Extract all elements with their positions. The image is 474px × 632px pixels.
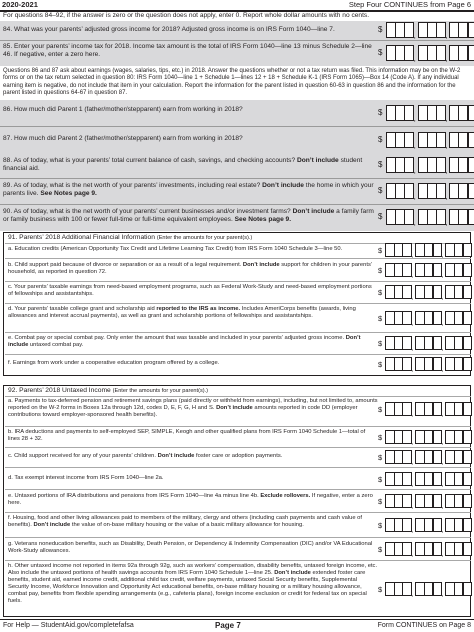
divider — [5, 354, 471, 355]
section-continuation: Step Four CONTINUES from Page 6 — [348, 0, 471, 9]
q91a-text: a. Education credits (American Opportunity Tax Credit and Lifetime Learning Tax Credit) from IRS Form 1040 Schedule 3—line 50. — [8, 246, 343, 252]
divider — [5, 281, 471, 282]
q87-text: 87. How much did Parent 2 (father/mother/stepparent) earn from working in 2018? — [3, 135, 243, 142]
divider — [5, 303, 471, 304]
q85-text: 85. Enter your parents’ income tax for 2018. Income tax amount is the total of IRS Form 1040—line 13 minus Schedule 2—line 46. If negative, enter a zero here. — [3, 43, 372, 59]
divider — [5, 447, 471, 448]
q91-heading: 91. Parents’ 2018 Additional Financial Information (Enter the amounts for your parent(s).) — [8, 234, 253, 241]
q92c-text: c. Child support received for any of your parents’ children. Don’t include foster care or adoption payments. — [8, 453, 283, 459]
q92-heading: 92. Parents’ 2018 Untaxed Income (Enter the amounts for your parent(s).) — [8, 387, 209, 394]
form-year: 2020-2021 — [2, 0, 38, 9]
question-86 — [0, 100, 474, 126]
divider — [5, 489, 471, 490]
q92a-amount-field[interactable]: $ , , — [378, 402, 470, 418]
q92h-text: h. Other untaxed income not reported in items 92a through 92g, such as workers’ compensation, disability benefits, untaxed foreign income, etc. Also include the untaxed portions of health savings accounts from IRS Form 1040 Schedule 1—line 25. Don’t include extended foster care benefits, student aid, earned income credit, additional child tax credit, welfare payments, untaxed Social Security benefits, Supplemental Security Income, Workforce Innovation and Opportunity Act educational benefits, on-base military housing or a military housing allowance, combat pay, benefits from flexible spending arrangements (e.g., cafeteria plans), foreign income exclusion or credit for federal tax on special fuels. — [8, 563, 378, 604]
divider — [5, 332, 471, 333]
q90-text: 90. As of today, what is the net worth of your parents’ current businesses and/or investment farms? Don’t include a family farm or family business with 100 or fewer full-time or full-time equivalent employees. See Notes page 9. — [3, 208, 374, 224]
question-90 — [0, 205, 474, 231]
continues-note: Form CONTINUES on Page 8 — [377, 622, 471, 629]
q92a-text: a. Payments to tax-deferred pension and retirement savings plans (paid directly or withheld from earnings), including, but not limited to, amounts reported on the W-2 forms in Boxes 12a through 12d, codes D, E, F, G, H and S. Don’t include amounts reported in code DD (employer contributions toward employer-sponsored health benefits). — [8, 398, 378, 418]
q92-untaxed-income-box — [3, 385, 471, 617]
q84-text: 84. What was your parents’ adjusted gross income for 2018? Adjusted gross income is on IRS Form 1040—line 7. — [3, 26, 335, 33]
q86-amount-field[interactable]: $ , , — [378, 105, 472, 122]
page-number: Page 7 — [215, 621, 241, 630]
q92e-text: e. Untaxed portions of IRA distributions and pensions from IRS Form 1040—line 4a minus line 4b. Exclude rollovers. If negative, enter a zero here. — [8, 493, 373, 506]
divider — [5, 512, 471, 513]
question-87 — [0, 127, 474, 153]
q90-amount-field[interactable]: $ , , — [378, 209, 472, 226]
q92d-amount-field[interactable]: $ , , — [378, 472, 470, 488]
q91b-amount-field[interactable]: $ , , — [378, 263, 470, 279]
footer — [0, 619, 474, 632]
question-89 — [0, 179, 474, 204]
q92g-amount-field[interactable]: $ , , — [378, 542, 470, 558]
q91e-text: e. Combat pay or special combat pay. Only enter the amount that was taxable and included in your parents’ adjusted gross income. Don’t include untaxed combat pay. — [8, 335, 361, 348]
help-link[interactable]: For Help — StudentAid.gov/completefafsa — [3, 622, 134, 629]
question-88 — [0, 153, 474, 178]
q85-amount-field[interactable]: $ , , — [378, 45, 472, 62]
divider — [5, 467, 471, 468]
q92e-amount-field[interactable]: $ , , — [378, 494, 470, 510]
divider — [5, 537, 471, 538]
q88-amount-field[interactable]: $ , , — [378, 157, 472, 174]
q86-text: 86. How much did Parent 1 (father/mother/stepparent) earn from working in 2018? — [3, 106, 243, 113]
divider — [5, 560, 471, 561]
q91-additional-info-box — [3, 232, 471, 376]
top-bar — [0, 0, 474, 10]
q91d-amount-field[interactable]: $ , , — [378, 311, 470, 327]
divider — [5, 426, 471, 427]
q91d-text: d. Your parents’ taxable college grant and scholarship aid reported to the IRS as income. Includes AmeriCorps benefits (awards, living allowances and interest accrual payments), as well as grant and scholarship portions of fellowships and assistantships. — [8, 306, 356, 319]
q88-text: 88. As of today, what is your parents’ total current balance of cash, savings, and checking accounts? Don’t include student financial aid. — [3, 157, 363, 173]
q91f-amount-field[interactable]: $ , , — [378, 357, 470, 373]
question-84 — [0, 21, 474, 40]
q87-amount-field[interactable]: $ , , — [378, 132, 472, 149]
q84-amount-field[interactable]: $ , , — [378, 22, 472, 39]
q92g-text: g. Veterans noneducation benefits, such as Disability, Death Pension, or Dependency & Indemnity Compensation (DIC) and/or VA Educational Work-Study allowances. — [8, 541, 373, 554]
q92c-amount-field[interactable]: $ , , — [378, 450, 470, 466]
divider — [5, 396, 471, 397]
q91c-amount-field[interactable]: $ , , — [378, 285, 470, 301]
q92d-text: d. Tax exempt interest income from IRS Form 1040—line 2a. — [8, 475, 164, 481]
q89-amount-field[interactable]: $ , , — [378, 183, 472, 200]
q91c-text: c. Your parents’ taxable earnings from need-based employment programs, such as Federal Work-Study and need-based employment portions of fellowships and assistantships. — [8, 284, 372, 297]
q92f-amount-field[interactable]: $ , , — [378, 518, 470, 534]
q91b-text: b. Child support paid because of divorce or separation or as a result of a legal requirement. Don’t include support for children in your parents’ household, as reported in question 72. — [8, 262, 372, 275]
question-85 — [0, 41, 474, 66]
q92b-amount-field[interactable]: $ , , — [378, 430, 470, 446]
q92f-text: f. Housing, food and other living allowances paid to members of the military, clergy and others (including cash payments and cash value of benefits). Don’t include the value of on-base military housing or the value of a basic military allowance for housing. — [8, 515, 363, 528]
q92h-amount-field[interactable]: $ , , — [378, 582, 470, 598]
q91f-text: f. Earnings from work under a cooperative education program offered by a college. — [8, 360, 220, 366]
q89-text: 89. As of today, what is the net worth of your parents’ investments, including real estate? Don’t include the home in which your parents live. See Notes page 9. — [3, 182, 374, 198]
q91e-amount-field[interactable]: $ , , — [378, 336, 470, 352]
q92b-text: b. IRA deductions and payments to self-employed SEP, SIMPLE, Keogh and other qualified plans from IRS Form 1040 Schedule 1—total of lines 28 + 32. — [8, 429, 366, 442]
q91a-amount-field[interactable]: $ , , — [378, 243, 470, 259]
divider — [5, 258, 471, 259]
instructions: For questions 84–92, if the answer is zero or the question does not apply, enter 0. Report whole dollar amounts with no cents. — [3, 12, 370, 19]
earnings-note: Questions 86 and 87 ask about earnings (wages, salaries, tips, etc.) in 2018. Answer the questions whether or not a tax return was filed. This information may be on the W-2 forms or on the tax return selected in question 80: IRS Form 1040—line 1 + Schedule 1—lines 12 + 18 + Schedule K-1 (IRS Form 1065)—Box 14 (Code A). If any individual earning item is negative, do not include that item in your calculation. Report the information for the parent listed in question 60-63 in question 86 and the information for the parent listed in questions 64-67 in question 87. — [3, 68, 461, 96]
